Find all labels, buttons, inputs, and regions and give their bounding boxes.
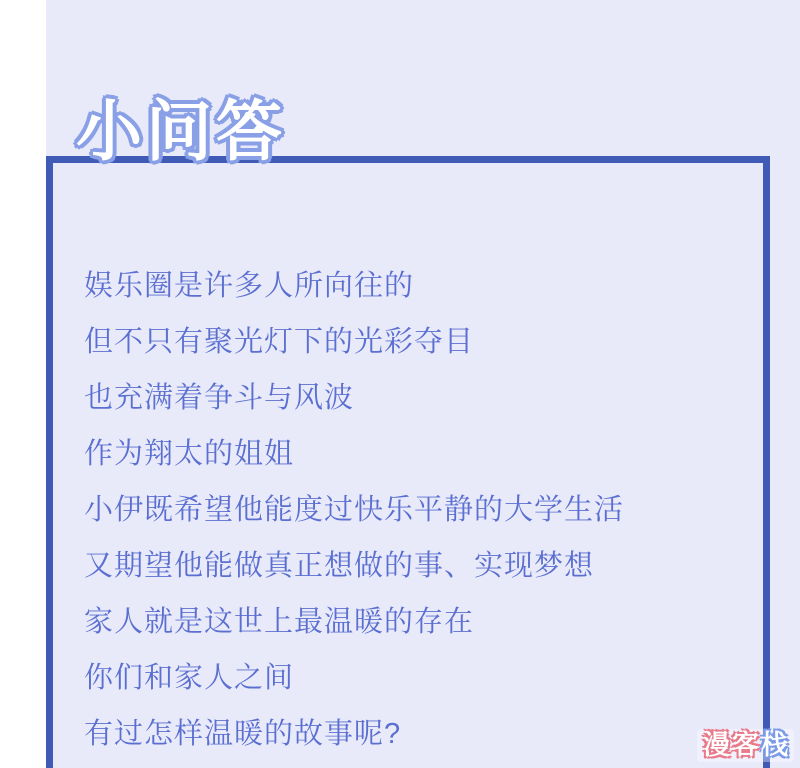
site-watermark <box>697 729 794 762</box>
body-line: 有过怎样温暖的故事呢? <box>84 718 402 750</box>
watermark-char: 栈 <box>761 730 788 760</box>
body-line: 作为翔太的姐姐 <box>84 438 295 470</box>
watermark-char: 客 <box>732 730 759 760</box>
page-title: 小问答 <box>76 94 286 168</box>
body-text-block <box>84 258 764 762</box>
body-line: 又期望他能做真正想做的事、实现梦想 <box>84 550 595 582</box>
frame-border-left <box>46 156 53 768</box>
body-line: 家人就是这世上最温暖的存在 <box>84 606 475 638</box>
body-line: 但不只有聚光灯下的光彩夺目 <box>84 326 475 358</box>
watermark-char: 漫 <box>703 730 730 760</box>
frame-border-right <box>763 156 770 768</box>
body-line: 娱乐圈是许多人所向往的 <box>84 270 415 302</box>
body-line: 小伊既希望他能度过快乐平静的大学生活 <box>84 494 625 526</box>
body-line: 你们和家人之间 <box>84 662 295 694</box>
body-line: 也充满着争斗与风波 <box>84 382 355 414</box>
